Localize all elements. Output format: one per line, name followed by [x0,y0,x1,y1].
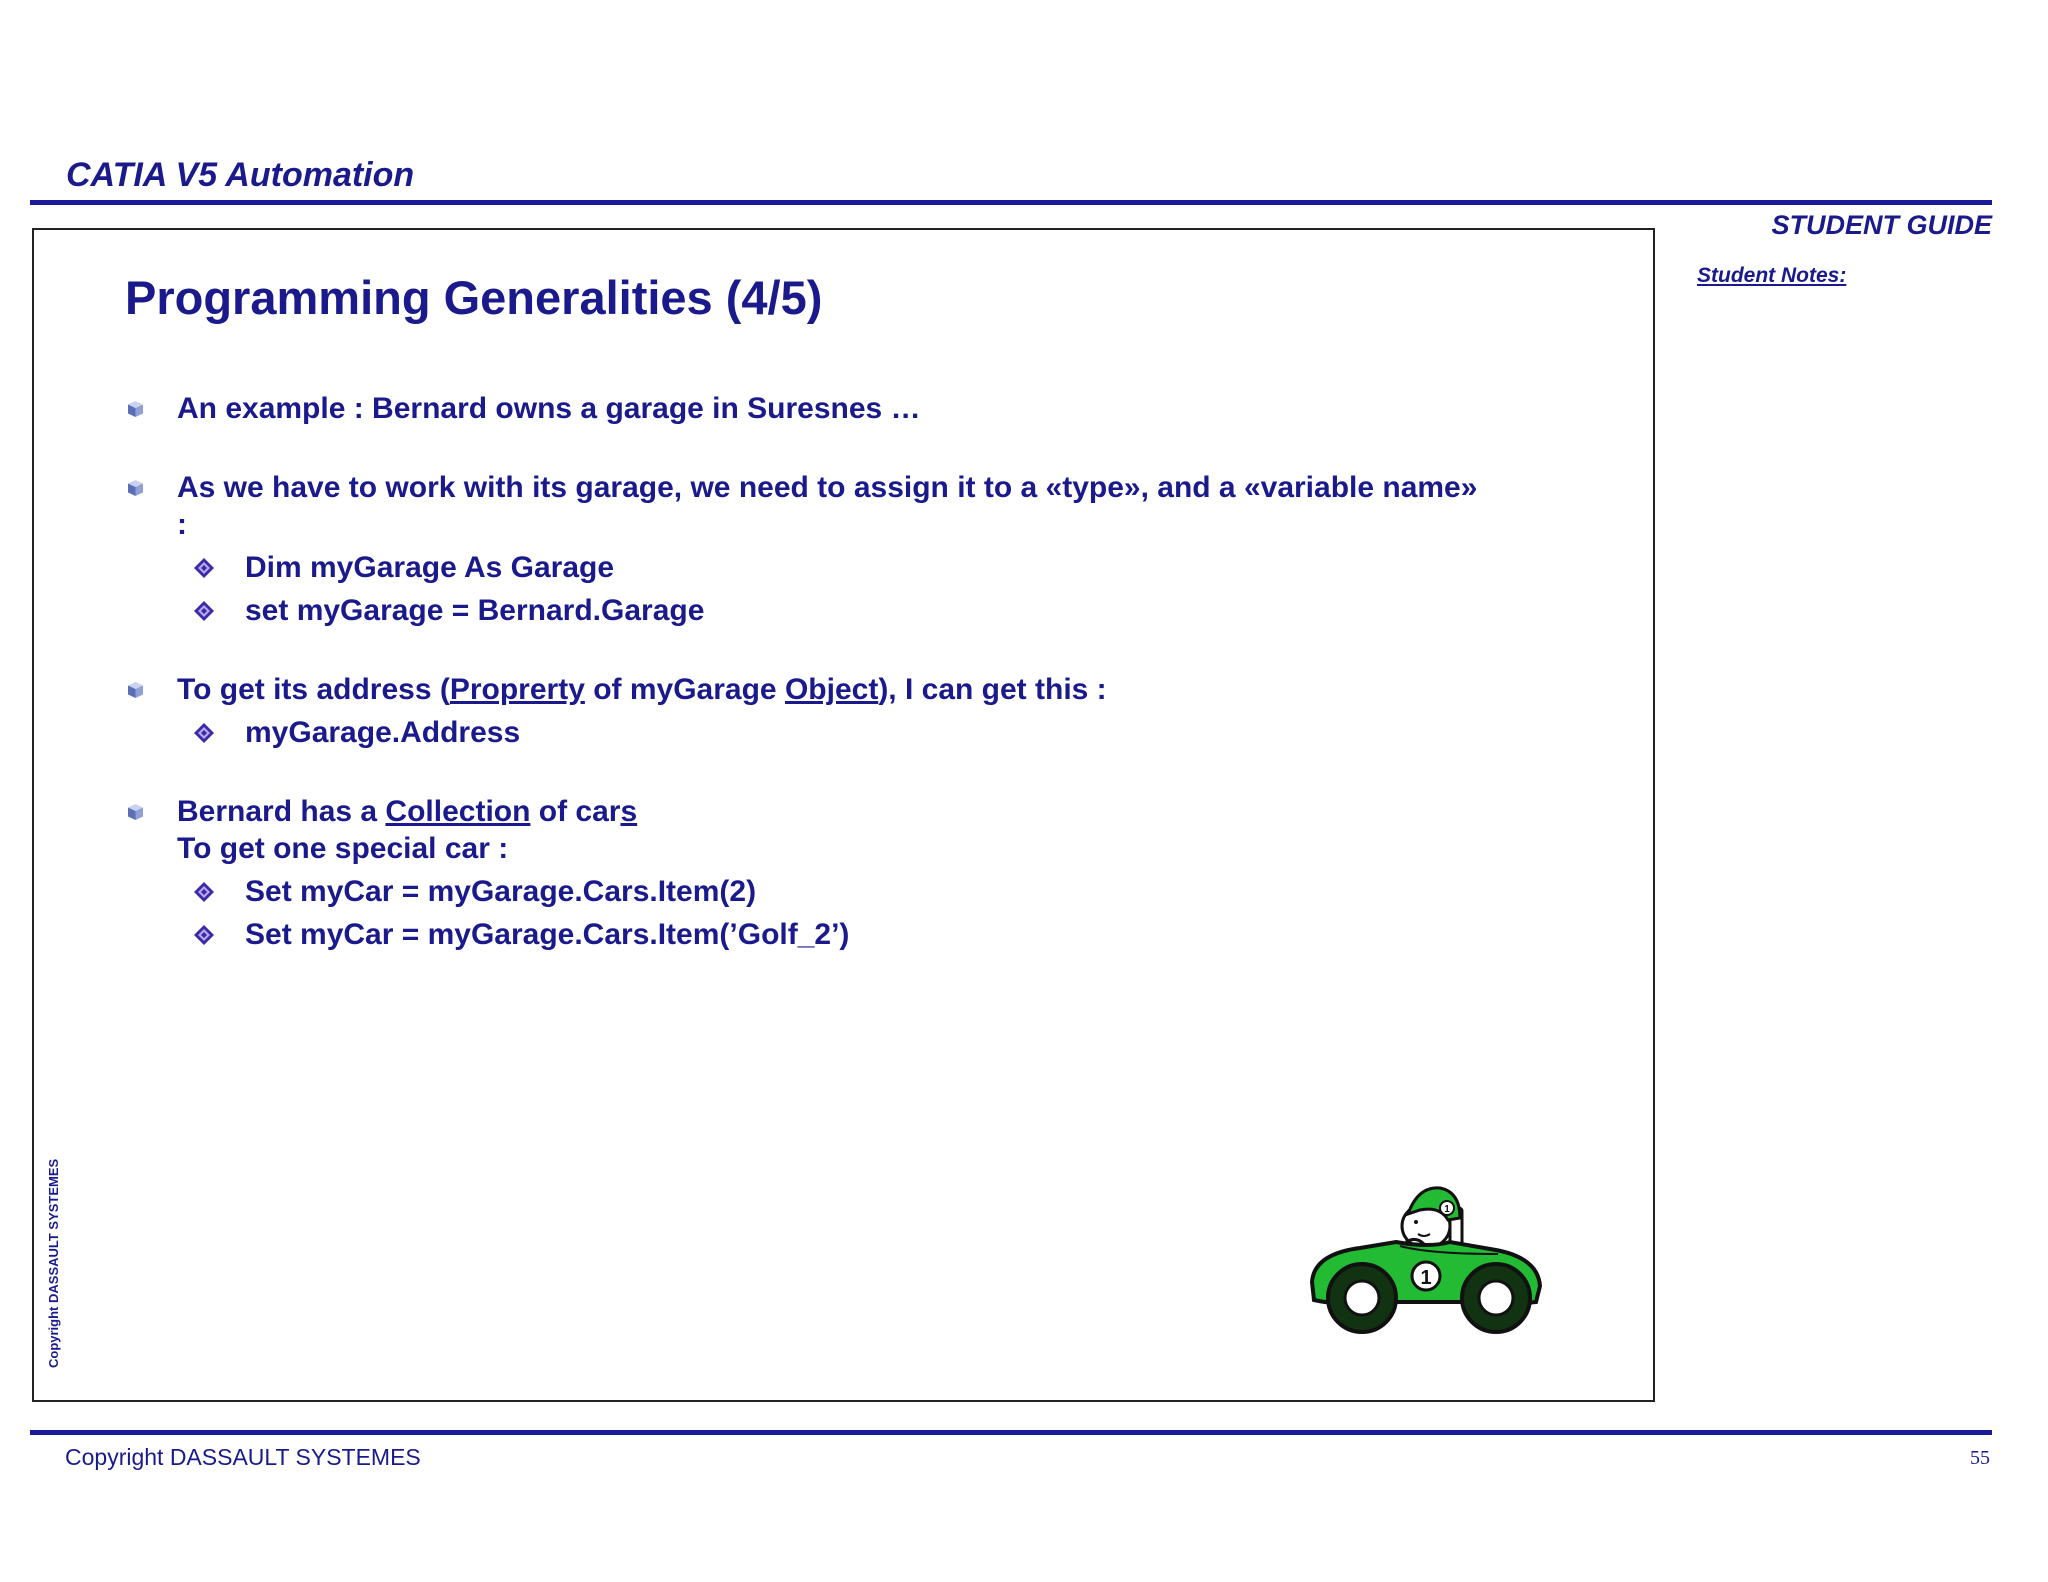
sub-bullet-set-text: set myGarage = Bernard.Garage [245,594,705,627]
header-title: CATIA V5 Automation [66,156,415,194]
bullet-address-post: ), I can get this : [878,673,1107,706]
bullet-collection [125,793,1485,867]
diamond-bullet-icon [193,722,215,744]
sub-bullet-dim [125,549,1485,586]
cube-bullet-icon [127,400,144,418]
slide-content [125,390,1485,953]
diamond-bullet-icon [193,557,215,579]
cube-bullet-icon [127,681,144,699]
object-link[interactable]: Object [784,673,879,706]
bullet-collection-mid: of car [530,795,621,828]
bullet-address [125,671,1485,708]
cube-bullet-icon [127,479,144,497]
collection-link[interactable]: Collection [385,795,531,828]
sub-bullet-address [125,714,1485,751]
bullet-collection-pre: Bernard has a [177,795,386,828]
helmet-number: 1 [1444,1204,1450,1215]
bullet-address-pre: To get its address ( [177,673,450,706]
footer-copyright: Copyright DASSAULT SYSTEMES [65,1444,421,1470]
header-rule [30,200,1992,205]
sub-bullet-set [125,592,1485,629]
diamond-bullet-icon [193,924,215,946]
cars-s-link[interactable]: s [620,795,638,828]
side-copyright: Copyright DASSAULT SYSTEMES [46,1158,61,1368]
footer-rule [30,1430,1992,1435]
sub-bullet-item-name-text: Set myCar = myGarage.Cars.Item(’Golf_2’) [245,918,850,951]
sub-bullet-item-name [125,916,1485,953]
bullet-type [125,469,1485,543]
sub-bullet-address-text: myGarage.Address [245,716,521,749]
student-notes-label: Student Notes: [1697,264,1847,287]
student-guide-label: STUDENT GUIDE [1771,210,1992,240]
bullet-collection-line2: To get one special car : [177,832,509,865]
sub-bullet-item-index-text: Set myCar = myGarage.Cars.Item(2) [245,875,757,908]
bullet-address-mid: of myGarage [584,673,785,706]
cube-bullet-icon [127,803,144,821]
diamond-bullet-icon [193,881,215,903]
page-number: 55 [1970,1447,1990,1469]
sub-bullet-item-index [125,873,1485,910]
bullet-example [125,390,1485,427]
race-car-illustration [1300,1178,1552,1338]
bullet-example-text: An example : Bernard owns a garage in Suresnes … [177,392,921,425]
car-number: 1 [1420,1267,1432,1289]
sub-bullet-dim-text: Dim myGarage As Garage [245,551,615,584]
diamond-bullet-icon [193,600,215,622]
bullet-type-text: As we have to work with its garage, we need to assign it to a «type», and a «variable name» : [177,471,1478,541]
slide-title: Programming Generalities (4/5) [125,271,823,324]
property-link[interactable]: Proprerty [449,673,585,706]
